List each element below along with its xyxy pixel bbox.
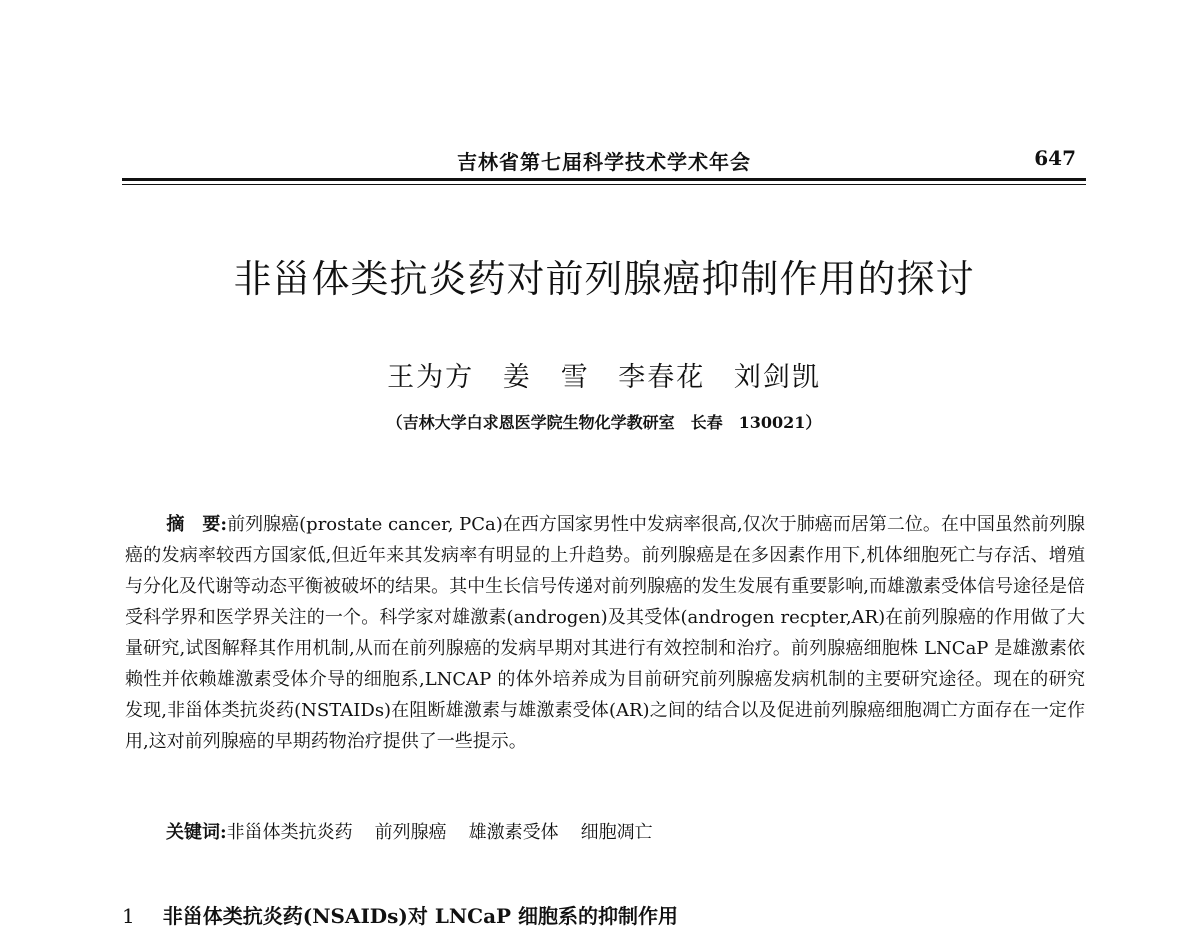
section-heading (122, 900, 678, 929)
running-header (122, 140, 1086, 176)
section-title: 非甾体类抗炎药(NSAIDs)对 LNCaP 细胞系的抑制作用 (162, 904, 679, 928)
page-number: 647 (1034, 146, 1076, 170)
keyword: 细胞凋亡 (580, 822, 653, 843)
header-rule-thin (122, 184, 1086, 185)
keyword: 前列腺癌 (374, 822, 447, 843)
author-list (122, 355, 1086, 394)
abstract-label: 摘 要: (166, 514, 228, 535)
abstract-text: 前列腺癌(prostate cancer, PCa)在西方国家男性中发病率很高,仅次于肺癌而居第二位。在中国虽然前列腺癌的发病率较西方国家低,但近年来其发病率有明显的上升趋势。前列腺癌是在多因素作用下,机体细胞死亡与存活、增殖与分化及代谢等动态平衡被破坏的结果。其中生长信号传递对前列腺癌的发生发展有重要影响,而雄激素受体信号途径是倍受科学界和医学界关注的一个。科学家对雄激素(androgen)及其受体(androgen recpter,AR)在前列腺癌的作用做了大量研究,试图解释其作用机制,从而在前列腺癌的发病早期对其进行有效控制和治疗。前列腺癌细胞株 LNCaP 是雄激素依赖性并依赖雄激素受体介导的细胞系,LNCAP 的体外培养成为目前研究前列腺癌发病机制的主要研究途径。现在的研究发现,非甾体类抗炎药(NSTAIDs)在阻断雄激素与雄激素受体(AR)之间的结合以及促进前列腺癌细胞凋亡方面存在一定作用,这对前列腺癌的早期药物治疗提供了一些提示。 (125, 514, 1085, 752)
author-name: 王为方 (387, 362, 475, 393)
author-name: 李春花 (618, 362, 706, 393)
keywords (166, 817, 675, 848)
section-number: 1 (122, 904, 135, 928)
keyword: 雄激素受体 (468, 822, 559, 843)
author-name: 姜 雪 (502, 362, 590, 393)
author-name: 刘剑凯 (733, 362, 821, 393)
journal-name: 吉林省第七届科学技术学术年会 (457, 150, 751, 174)
header-rule-thick (122, 178, 1086, 181)
abstract (125, 509, 1085, 757)
keywords-label: 关键词: (166, 822, 227, 843)
keyword: 非甾体类抗炎药 (226, 822, 353, 843)
affiliation: （吉林大学白求恩医学院生物化学教研室 长春 130021） (386, 413, 822, 432)
paper-title: 非甾体类抗炎药对前列腺癌抑制作用的探讨 (233, 257, 975, 301)
